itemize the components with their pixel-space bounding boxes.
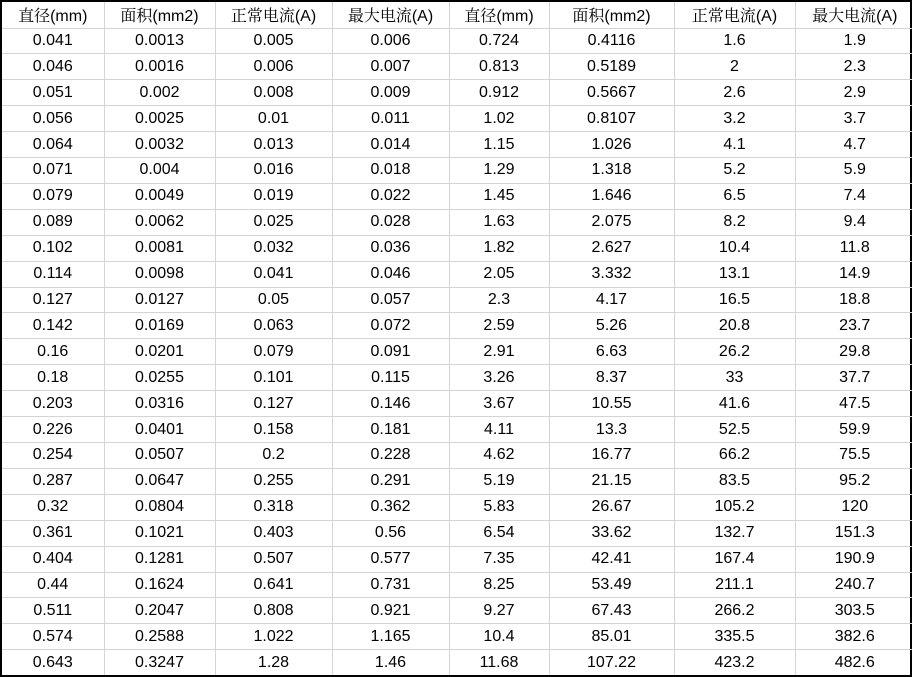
table-cell[interactable]: 8.25	[449, 572, 549, 598]
table-cell[interactable]: 0.724	[449, 28, 549, 54]
table-cell[interactable]: 23.7	[795, 313, 912, 339]
table-cell[interactable]: 0.142	[2, 313, 104, 339]
table-cell[interactable]: 2.05	[449, 261, 549, 287]
table-cell[interactable]: 6.5	[674, 183, 795, 209]
table-cell[interactable]: 0.0098	[104, 261, 215, 287]
table-cell[interactable]: 6.63	[549, 339, 674, 365]
table-cell[interactable]: 0.079	[2, 183, 104, 209]
table-cell[interactable]: 0.072	[332, 313, 449, 339]
table-cell[interactable]: 20.8	[674, 313, 795, 339]
table-cell[interactable]: 0.0169	[104, 313, 215, 339]
table-cell[interactable]: 0.56	[332, 520, 449, 546]
table-cell[interactable]: 11.68	[449, 650, 549, 675]
table-cell[interactable]: 0.0049	[104, 183, 215, 209]
table-cell[interactable]: 0.146	[332, 391, 449, 417]
table-cell[interactable]: 10.55	[549, 391, 674, 417]
table-cell[interactable]: 0.5189	[549, 54, 674, 80]
table-cell[interactable]: 42.41	[549, 546, 674, 572]
table-cell[interactable]: 0.0647	[104, 468, 215, 494]
table-cell[interactable]: 0.912	[449, 80, 549, 106]
table-cell[interactable]: 0.006	[332, 28, 449, 54]
table-cell[interactable]: 0.641	[215, 572, 332, 598]
table-cell[interactable]: 3.332	[549, 261, 674, 287]
table-header-cell-max-current-right[interactable]: 最大电流(A)	[795, 2, 912, 28]
table-cell[interactable]: 11.8	[795, 235, 912, 261]
table-row	[2, 494, 912, 520]
table-cell[interactable]: 0.731	[332, 572, 449, 598]
table-cell[interactable]: 0.014	[332, 132, 449, 158]
table-cell[interactable]: 0.577	[332, 546, 449, 572]
table-cell[interactable]: 0.921	[332, 598, 449, 624]
table-cell[interactable]: 0.1281	[104, 546, 215, 572]
table-cell[interactable]: 29.8	[795, 339, 912, 365]
table-row	[2, 106, 912, 132]
table-cell[interactable]: 0.0401	[104, 417, 215, 443]
table-cell[interactable]: 0.4116	[549, 28, 674, 54]
table-cell[interactable]: 1.646	[549, 183, 674, 209]
table-cell[interactable]: 0.181	[332, 417, 449, 443]
table-cell[interactable]: 21.15	[549, 468, 674, 494]
table-cell[interactable]: 0.004	[104, 158, 215, 184]
table-cell[interactable]: 0.403	[215, 520, 332, 546]
table-cell[interactable]: 0.046	[2, 54, 104, 80]
table-cell[interactable]: 4.1	[674, 132, 795, 158]
table-cell[interactable]: 0.0804	[104, 494, 215, 520]
table-cell[interactable]: 0.3247	[104, 650, 215, 675]
table-cell[interactable]: 240.7	[795, 572, 912, 598]
table-cell[interactable]: 0.057	[332, 287, 449, 313]
table-cell[interactable]: 1.9	[795, 28, 912, 54]
table-cell[interactable]: 53.49	[549, 572, 674, 598]
table-cell[interactable]: 0.0032	[104, 132, 215, 158]
table-cell[interactable]: 14.9	[795, 261, 912, 287]
table-cell[interactable]: 0.036	[332, 235, 449, 261]
table-cell[interactable]: 0.362	[332, 494, 449, 520]
table-cell[interactable]: 0.1624	[104, 572, 215, 598]
table-row	[2, 287, 912, 313]
table-row	[2, 80, 912, 106]
table-cell[interactable]: 59.9	[795, 417, 912, 443]
table-cell[interactable]: 211.1	[674, 572, 795, 598]
table-cell[interactable]: 1.15	[449, 132, 549, 158]
table-cell[interactable]: 13.1	[674, 261, 795, 287]
table-cell[interactable]: 83.5	[674, 468, 795, 494]
table-header-cell-normal-current-right[interactable]: 正常电流(A)	[674, 2, 795, 28]
table-header-cell-area-right[interactable]: 面积(mm2)	[549, 2, 674, 28]
table-cell[interactable]: 5.9	[795, 158, 912, 184]
table-cell[interactable]: 10.4	[674, 235, 795, 261]
table-row	[2, 598, 912, 624]
table-cell[interactable]: 0.006	[215, 54, 332, 80]
table-cell[interactable]: 2.6	[674, 80, 795, 106]
table-cell[interactable]: 0.2047	[104, 598, 215, 624]
table-cell[interactable]: 2.075	[549, 209, 674, 235]
table-cell[interactable]: 0.019	[215, 183, 332, 209]
table-row	[2, 54, 912, 80]
table-cell[interactable]: 0.5667	[549, 80, 674, 106]
table-cell[interactable]: 0.089	[2, 209, 104, 235]
table-cell[interactable]: 0.0507	[104, 443, 215, 469]
table-cell[interactable]: 0.009	[332, 80, 449, 106]
table-cell[interactable]: 335.5	[674, 624, 795, 650]
table-cell[interactable]: 0.0081	[104, 235, 215, 261]
table-cell[interactable]: 0.0016	[104, 54, 215, 80]
table-cell[interactable]: 66.2	[674, 443, 795, 469]
table-cell[interactable]: 382.6	[795, 624, 912, 650]
table-cell[interactable]: 9.4	[795, 209, 912, 235]
table-header-cell-area-left[interactable]: 面积(mm2)	[104, 2, 215, 28]
table-cell[interactable]: 3.26	[449, 365, 549, 391]
table-cell[interactable]: 1.46	[332, 650, 449, 675]
table-header-cell-diameter-right[interactable]: 直径(mm)	[449, 2, 549, 28]
table-cell[interactable]: 0.574	[2, 624, 104, 650]
table-cell[interactable]: 2.91	[449, 339, 549, 365]
table-cell[interactable]: 0.127	[2, 287, 104, 313]
table-cell[interactable]: 0.0316	[104, 391, 215, 417]
table-cell[interactable]: 1.28	[215, 650, 332, 675]
table-cell[interactable]: 1.29	[449, 158, 549, 184]
table-cell[interactable]: 9.27	[449, 598, 549, 624]
table-cell[interactable]: 1.022	[215, 624, 332, 650]
table-cell[interactable]: 0.008	[215, 80, 332, 106]
table-row	[2, 546, 912, 572]
table-cell[interactable]: 5.83	[449, 494, 549, 520]
table-cell[interactable]: 7.35	[449, 546, 549, 572]
table-cell[interactable]: 0.091	[332, 339, 449, 365]
table-row	[2, 235, 912, 261]
table-cell[interactable]: 1.026	[549, 132, 674, 158]
table-cell[interactable]: 2.627	[549, 235, 674, 261]
table-cell[interactable]: 0.022	[332, 183, 449, 209]
table-body	[2, 28, 912, 675]
table-cell[interactable]: 0.1021	[104, 520, 215, 546]
table-cell[interactable]: 0.255	[215, 468, 332, 494]
table-cell[interactable]: 75.5	[795, 443, 912, 469]
table-cell[interactable]: 1.165	[332, 624, 449, 650]
table-cell[interactable]: 85.01	[549, 624, 674, 650]
table-cell[interactable]: 0.228	[332, 443, 449, 469]
table-cell[interactable]: 132.7	[674, 520, 795, 546]
table-row	[2, 28, 912, 54]
table-cell[interactable]: 2.9	[795, 80, 912, 106]
table-cell[interactable]: 190.9	[795, 546, 912, 572]
table-cell[interactable]: 0.2588	[104, 624, 215, 650]
table-cell[interactable]: 266.2	[674, 598, 795, 624]
wire-gauge-table	[2, 2, 912, 675]
table-cell[interactable]: 8.37	[549, 365, 674, 391]
table-cell[interactable]: 0.0013	[104, 28, 215, 54]
table-cell[interactable]: 0.813	[449, 54, 549, 80]
table-cell[interactable]: 47.5	[795, 391, 912, 417]
table-cell[interactable]: 1.6	[674, 28, 795, 54]
table-cell[interactable]: 33	[674, 365, 795, 391]
table-cell[interactable]: 13.3	[549, 417, 674, 443]
table-row	[2, 209, 912, 235]
table-row	[2, 365, 912, 391]
table-cell[interactable]: 2	[674, 54, 795, 80]
table-cell[interactable]: 1.82	[449, 235, 549, 261]
table-cell[interactable]: 3.7	[795, 106, 912, 132]
table-row	[2, 339, 912, 365]
table-cell[interactable]: 16.77	[549, 443, 674, 469]
table-cell[interactable]: 0.8107	[549, 106, 674, 132]
table-cell[interactable]: 0.0025	[104, 106, 215, 132]
table-row	[2, 183, 912, 209]
table-cell[interactable]: 0.0255	[104, 365, 215, 391]
table-row	[2, 132, 912, 158]
table-cell[interactable]: 0.127	[215, 391, 332, 417]
table-cell[interactable]: 95.2	[795, 468, 912, 494]
table-row	[2, 261, 912, 287]
table-cell[interactable]: 0.203	[2, 391, 104, 417]
table-cell[interactable]: 0.032	[215, 235, 332, 261]
table-cell[interactable]: 0.511	[2, 598, 104, 624]
table-cell[interactable]: 5.26	[549, 313, 674, 339]
table-cell[interactable]: 5.19	[449, 468, 549, 494]
table-row	[2, 391, 912, 417]
table-cell[interactable]: 0.32	[2, 494, 104, 520]
table-cell[interactable]: 1.02	[449, 106, 549, 132]
table-cell[interactable]: 0.18	[2, 365, 104, 391]
table-row	[2, 158, 912, 184]
table-cell[interactable]: 0.643	[2, 650, 104, 675]
table-cell[interactable]: 0.287	[2, 468, 104, 494]
table-cell[interactable]: 0.051	[2, 80, 104, 106]
table-cell[interactable]: 4.62	[449, 443, 549, 469]
table-cell[interactable]: 0.114	[2, 261, 104, 287]
table-row	[2, 572, 912, 598]
table-cell[interactable]: 4.17	[549, 287, 674, 313]
table-cell[interactable]: 2.3	[795, 54, 912, 80]
table-cell[interactable]: 0.0201	[104, 339, 215, 365]
table-row	[2, 443, 912, 469]
table-cell[interactable]: 2.3	[449, 287, 549, 313]
table-cell[interactable]: 0.05	[215, 287, 332, 313]
table-cell[interactable]: 0.318	[215, 494, 332, 520]
table-cell[interactable]: 0.025	[215, 209, 332, 235]
table-cell[interactable]: 0.254	[2, 443, 104, 469]
table-cell[interactable]: 0.361	[2, 520, 104, 546]
table-cell[interactable]: 0.101	[215, 365, 332, 391]
table-cell[interactable]: 0.507	[215, 546, 332, 572]
table-cell[interactable]: 0.011	[332, 106, 449, 132]
table-cell[interactable]: 0.16	[2, 339, 104, 365]
table-cell[interactable]: 4.7	[795, 132, 912, 158]
table-cell[interactable]: 7.4	[795, 183, 912, 209]
table-cell[interactable]: 0.291	[332, 468, 449, 494]
table-cell[interactable]: 0.071	[2, 158, 104, 184]
table-row	[2, 624, 912, 650]
table-cell[interactable]: 0.079	[215, 339, 332, 365]
table-cell[interactable]: 0.115	[332, 365, 449, 391]
table-cell[interactable]: 0.226	[2, 417, 104, 443]
table-header-cell-diameter-left[interactable]: 直径(mm)	[2, 2, 104, 28]
table-cell[interactable]: 105.2	[674, 494, 795, 520]
table-cell[interactable]: 1.318	[549, 158, 674, 184]
table-cell[interactable]: 5.2	[674, 158, 795, 184]
table-cell[interactable]: 0.102	[2, 235, 104, 261]
table-cell[interactable]: 107.22	[549, 650, 674, 675]
table-cell[interactable]: 67.43	[549, 598, 674, 624]
table-cell[interactable]: 423.2	[674, 650, 795, 675]
table-cell[interactable]: 26.2	[674, 339, 795, 365]
table-cell[interactable]: 0.44	[2, 572, 104, 598]
table-header-row	[2, 2, 912, 28]
table-row	[2, 520, 912, 546]
table-cell[interactable]: 1.63	[449, 209, 549, 235]
table-cell[interactable]: 10.4	[449, 624, 549, 650]
table-header-cell-max-current-left[interactable]: 最大电流(A)	[332, 2, 449, 28]
table-cell[interactable]: 26.67	[549, 494, 674, 520]
table-cell[interactable]: 0.0127	[104, 287, 215, 313]
table-row	[2, 313, 912, 339]
table-header-cell-normal-current-left[interactable]: 正常电流(A)	[215, 2, 332, 28]
table-cell[interactable]: 1.45	[449, 183, 549, 209]
table-cell[interactable]: 0.018	[332, 158, 449, 184]
table-cell[interactable]: 303.5	[795, 598, 912, 624]
table-cell[interactable]: 0.808	[215, 598, 332, 624]
table-cell[interactable]: 0.056	[2, 106, 104, 132]
table-cell[interactable]: 0.002	[104, 80, 215, 106]
table-row	[2, 468, 912, 494]
table-cell[interactable]: 2.59	[449, 313, 549, 339]
table-cell[interactable]: 120	[795, 494, 912, 520]
table-cell[interactable]: 0.063	[215, 313, 332, 339]
table-row	[2, 417, 912, 443]
table-cell[interactable]: 0.028	[332, 209, 449, 235]
table-cell[interactable]: 0.0062	[104, 209, 215, 235]
table-cell[interactable]: 0.404	[2, 546, 104, 572]
table-cell[interactable]: 0.2	[215, 443, 332, 469]
table-cell[interactable]: 6.54	[449, 520, 549, 546]
table-cell[interactable]: 52.5	[674, 417, 795, 443]
table-cell[interactable]: 0.158	[215, 417, 332, 443]
table-row	[2, 650, 912, 675]
table-cell[interactable]: 0.046	[332, 261, 449, 287]
table-cell[interactable]: 4.11	[449, 417, 549, 443]
table-cell[interactable]: 0.064	[2, 132, 104, 158]
table-cell[interactable]: 0.016	[215, 158, 332, 184]
table-cell[interactable]: 3.2	[674, 106, 795, 132]
table-cell[interactable]: 151.3	[795, 520, 912, 546]
table-cell[interactable]: 0.01	[215, 106, 332, 132]
table-cell[interactable]: 0.007	[332, 54, 449, 80]
table-cell[interactable]: 3.67	[449, 391, 549, 417]
table-cell[interactable]: 37.7	[795, 365, 912, 391]
table-cell[interactable]: 0.041	[215, 261, 332, 287]
table-cell[interactable]: 0.013	[215, 132, 332, 158]
table-cell[interactable]: 167.4	[674, 546, 795, 572]
table-cell[interactable]: 0.005	[215, 28, 332, 54]
table-cell[interactable]: 482.6	[834, 653, 875, 671]
table-cell[interactable]: 16.5	[674, 287, 795, 313]
table-cell[interactable]: 41.6	[674, 391, 795, 417]
table-cell[interactable]: 0.041	[2, 28, 104, 54]
table-cell[interactable]: 33.62	[549, 520, 674, 546]
table-cell[interactable]: 8.2	[674, 209, 795, 235]
table-cell[interactable]: 18.8	[795, 287, 912, 313]
